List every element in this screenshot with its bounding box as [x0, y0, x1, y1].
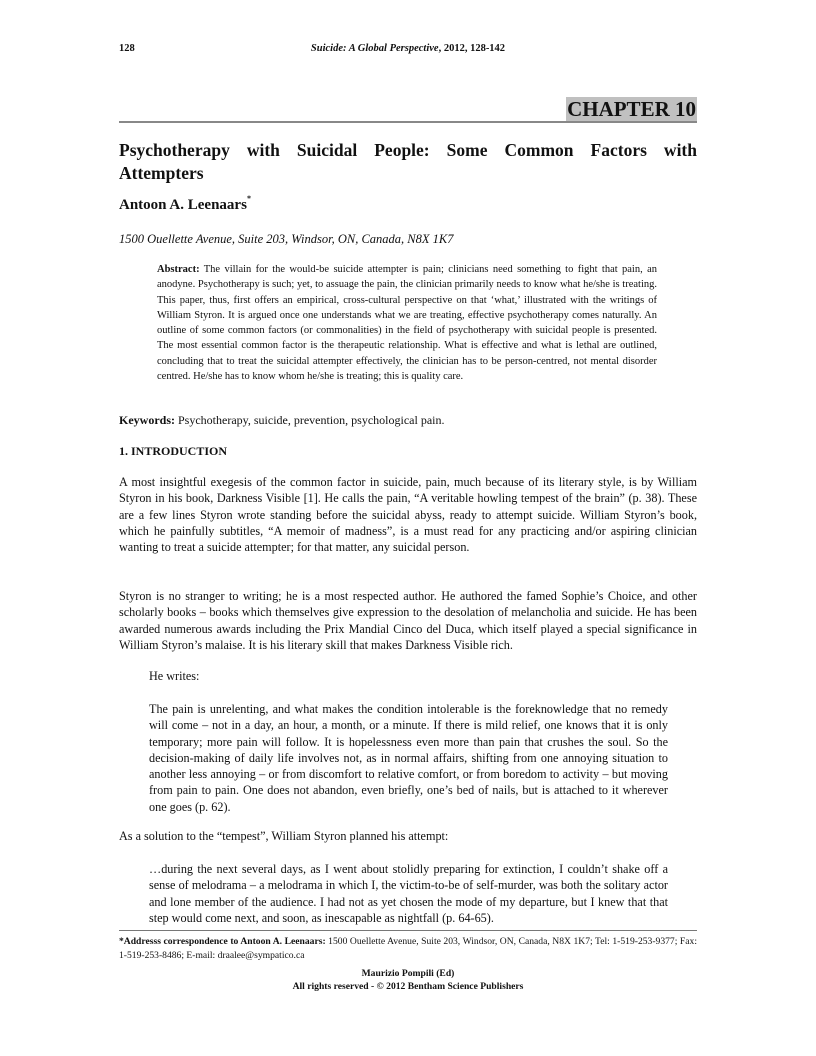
- keywords: [119, 413, 697, 428]
- running-head: [119, 43, 697, 57]
- page-number: 128: [119, 43, 135, 54]
- abstract: [157, 262, 657, 384]
- footnote-label: *Addresss correspondence to Antoon A. Leenaars:: [119, 936, 326, 947]
- body-paragraph: A most insightful exegesis of the common factor in suicide, pain, much because of its literary style, is by William Styron in his book, Darkness Visible [1]. He calls the pain, “A veritable howling tempest of the brain” (p. 38). These are a few lines Styron wrote standing before the suicidal abyss, ready to attempt suicide. William Styron’s book, which he painfully subtitles, “A memoir of madness”, is a must read for any practicing and/or aspiring clinician wanting to treat a suicide attempter; for that matter, any suicidal person.: [119, 475, 697, 555]
- footnote-text: 1500 Ouellette Avenue, Suite 203, Windsor, ON, Canada, N8X 1K7; Tel: 1-519-253-9377; Fax: 1-519-253-8486; E-mail: draalee@sympatico.ca: [119, 936, 697, 961]
- article-title-line-2: Attempters: [119, 163, 204, 183]
- journal-year-pages: , 2012, 128-142: [438, 43, 506, 54]
- quote-intro: He writes:: [149, 669, 200, 683]
- abstract-label: Abstract:: [157, 264, 200, 275]
- author-text: Antoon A. Leenaars: [119, 197, 247, 213]
- article-title-line-1: Psychotherapy with Suicidal People: Some Common Factors with: [119, 140, 697, 160]
- editor-line: Maurizio Pompili (Ed): [361, 968, 455, 979]
- keywords-label: Keywords:: [119, 413, 175, 427]
- footnote-divider: [119, 930, 697, 931]
- body-paragraph: Styron is no stranger to writing; he is a most respected author. He authored the famed Sophie’s Choice, and other scholarly books – books which themselves give expression to the desolation of melancholia and suicide. He has been awarded numerous awards including the Prix Mandial Cinco del Duca, which itself played a special significance in William Styron’s malaise. It is his literary skill that makes Darkness Visible rich.: [119, 589, 697, 652]
- journal-citation: [119, 43, 697, 54]
- correspondence-footnote: [119, 935, 697, 962]
- chapter-label: CHAPTER 10: [567, 97, 696, 121]
- publisher-info: [119, 967, 697, 993]
- article-title: [119, 139, 697, 185]
- chapter-divider: [119, 121, 697, 123]
- keywords-text: Psychotherapy, suicide, prevention, psychological pain.: [175, 413, 445, 427]
- author-footnote-marker: *: [246, 194, 251, 203]
- rights-line: All rights reserved - © 2012 Bentham Science Publishers: [292, 981, 524, 992]
- chapter-heading: [119, 97, 697, 121]
- quote-intro: As a solution to the “tempest”, William Styron planned his attempt:: [119, 829, 449, 843]
- block-quote: The pain is unrelenting, and what makes the condition intolerable is the foreknowledge that no remedy will come – not in a day, an hour, a month, or a minute. If there is mild relief, one knows that it is only temporary; more pain will follow. It is hopelessness even more than pain that crushes the soul. So the decision-making of daily life involves not, as in normal affairs, shifting from one annoying situation to another less annoying – or from discomfort to relative comfort, or from boredom to activity – but moving from pain to pain. One does not abandon, even briefly, one’s bed of nails, but is attached to it wherever one goes (p. 62).: [149, 702, 668, 814]
- section-heading-introduction: 1. INTRODUCTION: [119, 444, 228, 458]
- journal-title: Suicide: A Global Perspective: [310, 43, 439, 54]
- author-affiliation: 1500 Ouellette Avenue, Suite 203, Windsor, ON, Canada, N8X 1K7: [119, 232, 454, 246]
- block-quote: …during the next several days, as I went about stolidly preparing for extinction, I couldn’t shake off a sense of melodrama – a melodrama in which I, the victim-to-be of self-murder, was both the solitary actor and lone member of the audience. I had not as yet chosen the mode of my departure, but I knew that that step would come next, and soon, as inescapable as nightfall (p. 64-65).: [149, 862, 668, 925]
- abstract-text: The villain for the would-be suicide attempter is pain; clinicians need something to fight that pain, an anodyne. Psychotherapy is such; yet, to assuage the pain, the clinician primarily needs to know what he/she is treating. This paper, thus, first offers an empirical, cross-cultural perspective on that ‘what,’ illustrated with the writings of William Styron. It is argued once one understands what we are treating, effective psychotherapy comes naturally. An outline of some common factors (or commonalities) in the field of psychotherapy with suicidal people is presented. The most essential common factor is the therapeutic relationship. What is effective and what is lethal are outlined, concluding that to treat the suicidal attempter effectively, the clinician has to be person-centred, not mental disorder centred. He/she has to know whom he/she is treating; this is quality care.: [157, 264, 657, 383]
- author-name: [119, 194, 251, 214]
